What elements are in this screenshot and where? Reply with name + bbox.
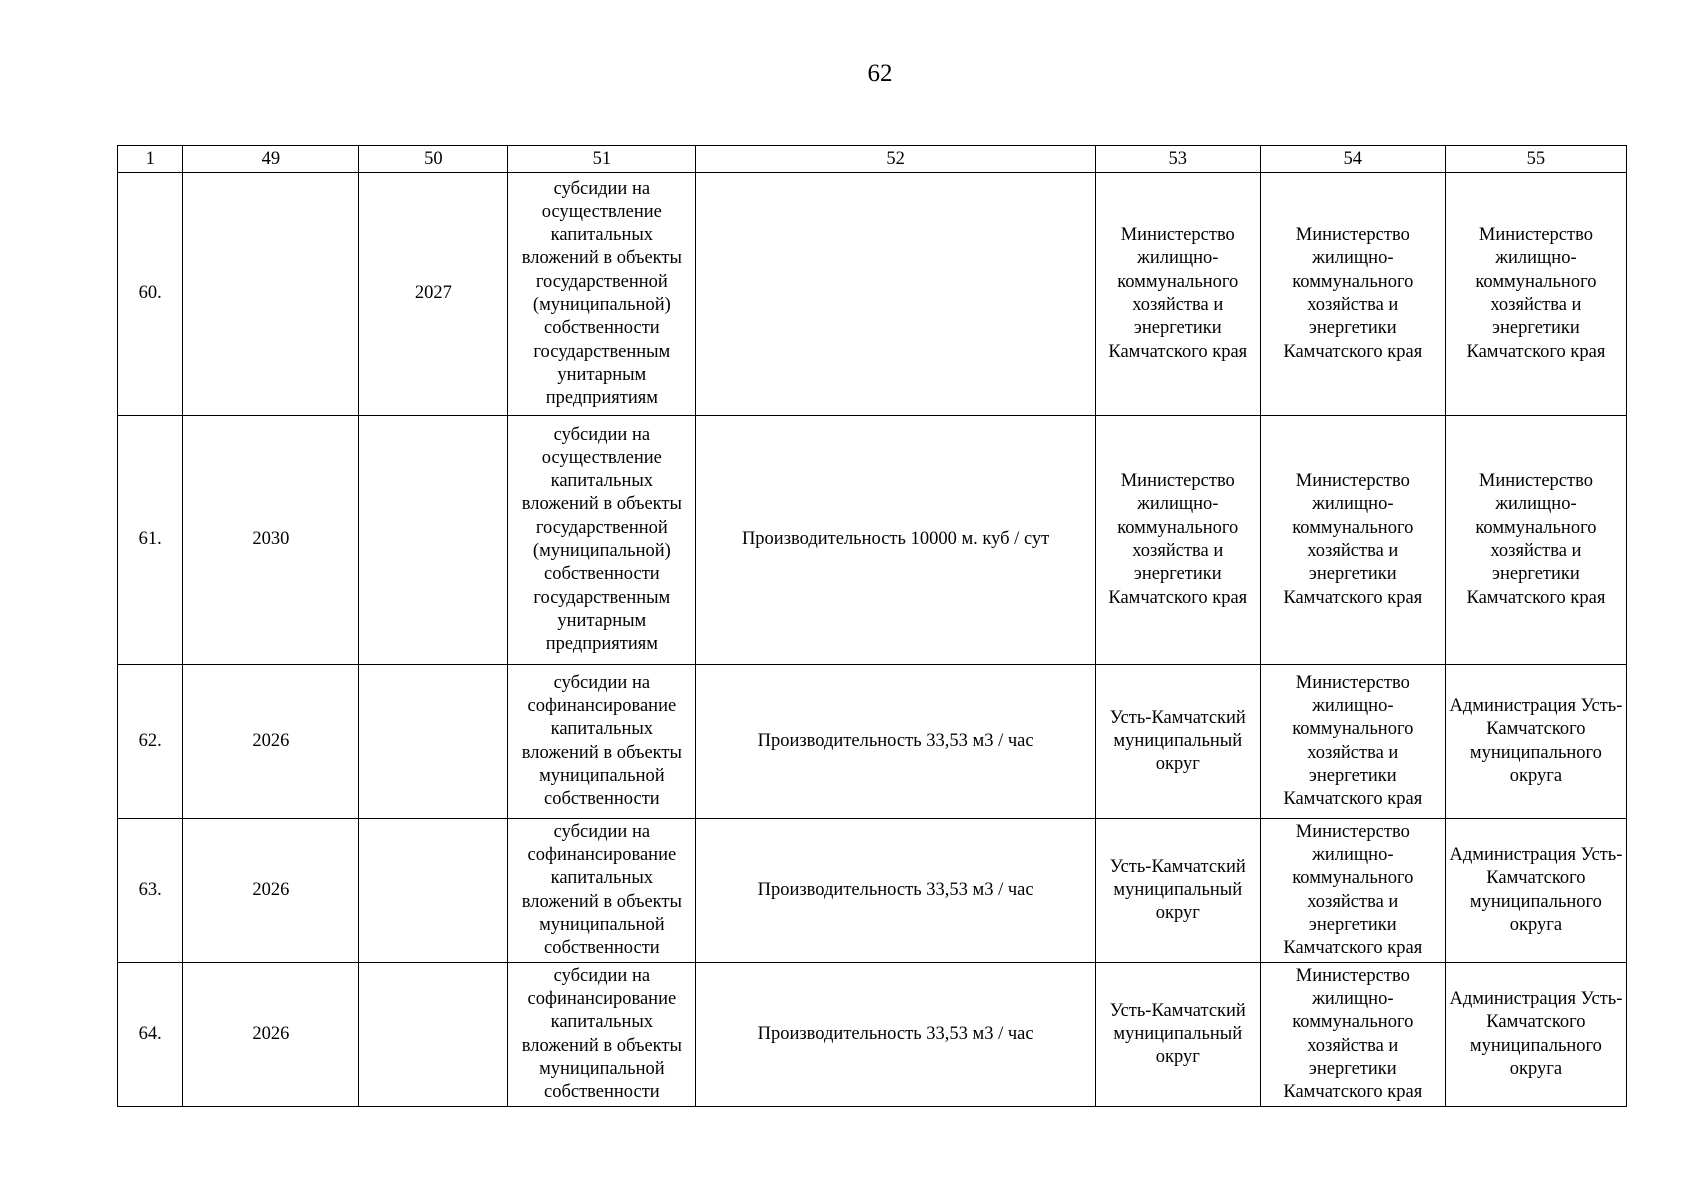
column-header: 52	[696, 146, 1095, 173]
cell-col-52	[696, 173, 1095, 416]
table-row	[118, 665, 1627, 819]
cell-col-49: 2026	[183, 819, 359, 963]
cell-col-51: субсидии на осуществление капитальных вложений в объекты государственной (муниципальной) собственности государственным унитарным предприятиям	[508, 416, 696, 665]
cell-col-52: Производительность 33,53 м3 / час	[696, 963, 1095, 1107]
cell-col-55: Министерство жилищно-коммунального хозяйства и энергетики Камчатского края	[1445, 416, 1626, 665]
cell-col-55: Администрация Усть-Камчатского муниципального округа	[1445, 963, 1626, 1107]
cell-col-55: Администрация Усть-Камчатского муниципального округа	[1445, 819, 1626, 963]
column-header: 51	[508, 146, 696, 173]
cell-col-54: Министерство жилищно-коммунального хозяйства и энергетики Камчатского края	[1260, 173, 1445, 416]
table-row	[118, 819, 1627, 963]
cell-col-53: Усть-Камчатский муниципальный округ	[1095, 963, 1260, 1107]
row-number: 62.	[118, 665, 183, 819]
cell-col-52: Производительность 10000 м. куб / сут	[696, 416, 1095, 665]
table-row	[118, 963, 1627, 1107]
cell-col-51: субсидии на софинансирование капитальных вложений в объекты муниципальной собственности	[508, 665, 696, 819]
page-number: 62	[867, 60, 893, 87]
column-header: 50	[359, 146, 508, 173]
row-number: 64.	[118, 963, 183, 1107]
cell-col-51: субсидии на софинансирование капитальных вложений в объекты муниципальной собственности	[508, 963, 696, 1107]
row-number: 60.	[118, 173, 183, 416]
cell-col-50	[359, 963, 508, 1107]
table-row	[118, 173, 1627, 416]
cell-col-50	[359, 819, 508, 963]
cell-col-50	[359, 416, 508, 665]
cell-col-54: Министерство жилищно-коммунального хозяйства и энергетики Камчатского края	[1260, 963, 1445, 1107]
cell-col-53: Усть-Камчатский муниципальный округ	[1095, 665, 1260, 819]
cell-col-49: 2026	[183, 963, 359, 1107]
cell-col-53: Министерство жилищно-коммунального хозяйства и энергетики Камчатского края	[1095, 173, 1260, 416]
cell-col-55: Администрация Усть-Камчатского муниципального округа	[1445, 665, 1626, 819]
cell-col-50	[359, 665, 508, 819]
cell-col-54: Министерство жилищно-коммунального хозяйства и энергетики Камчатского края	[1260, 819, 1445, 963]
column-header: 55	[1445, 146, 1626, 173]
cell-col-51: субсидии на осуществление капитальных вложений в объекты государственной (муниципальной) собственности государственным унитарным предприятиям	[508, 173, 696, 416]
cell-col-49: 2026	[183, 665, 359, 819]
cell-col-50: 2027	[359, 173, 508, 416]
cell-col-55: Министерство жилищно-коммунального хозяйства и энергетики Камчатского края	[1445, 173, 1626, 416]
cell-col-54: Министерство жилищно-коммунального хозяйства и энергетики Камчатского края	[1260, 665, 1445, 819]
column-header: 53	[1095, 146, 1260, 173]
cell-col-49: 2030	[183, 416, 359, 665]
cell-col-49	[183, 173, 359, 416]
cell-col-54: Министерство жилищно-коммунального хозяйства и энергетики Камчатского края	[1260, 416, 1445, 665]
cell-col-52: Производительность 33,53 м3 / час	[696, 665, 1095, 819]
header-row	[118, 146, 1627, 173]
cell-col-52: Производительность 33,53 м3 / час	[696, 819, 1095, 963]
column-header: 54	[1260, 146, 1445, 173]
data-table	[117, 145, 1627, 1107]
row-number: 63.	[118, 819, 183, 963]
cell-col-51: субсидии на софинансирование капитальных вложений в объекты муниципальной собственности	[508, 819, 696, 963]
column-header: 49	[183, 146, 359, 173]
cell-col-53: Усть-Камчатский муниципальный округ	[1095, 819, 1260, 963]
table-row	[118, 416, 1627, 665]
column-header: 1	[118, 146, 183, 173]
row-number: 61.	[118, 416, 183, 665]
cell-col-53: Министерство жилищно-коммунального хозяйства и энергетики Камчатского края	[1095, 416, 1260, 665]
